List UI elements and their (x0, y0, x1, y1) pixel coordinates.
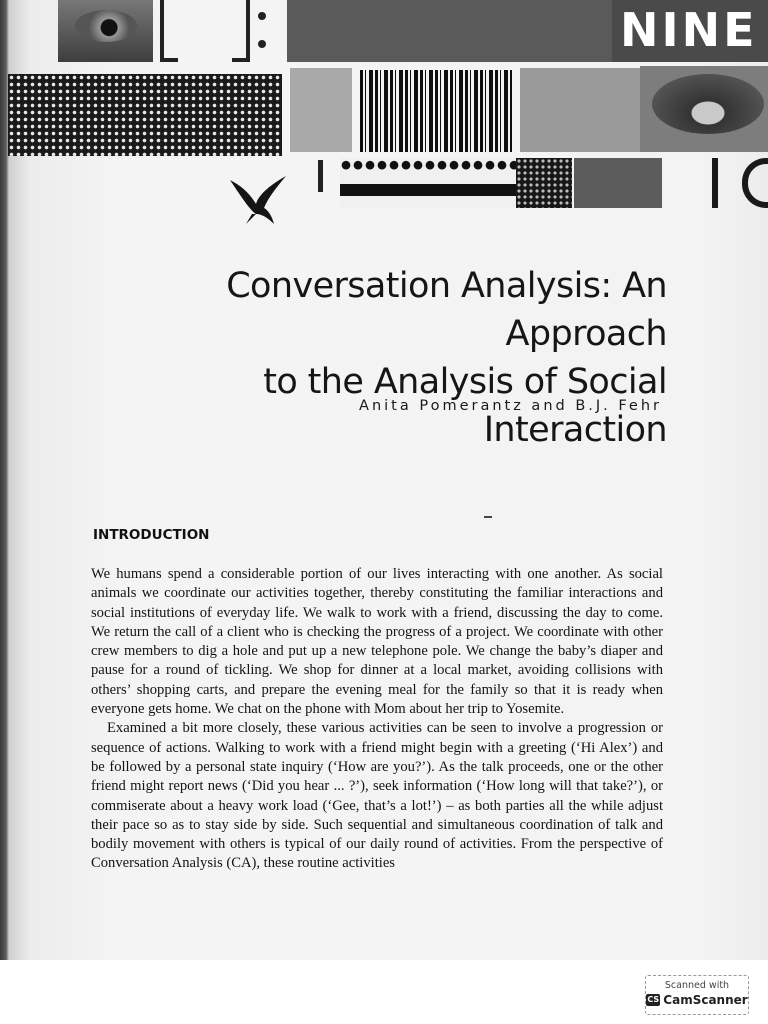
body-paragraph-1: We humans spend a considerable portion of our lives interacting with one another. As social animals we coordinate our activities together, thereby constituting the familiar interactions and social institutions of everyday life. We walk to work with a friend, discussing the day to come. We return the call of a client who is checking the progress of a project. We coordinate with other crew members to dig a hole and put up a new telephone pole. We change the baby’s diaper and pause for a round of tickling. We shop for dinner at a local market, avoiding collisions with others’ shopping carts, and prepare the evening meal for the family so that it is ready when everyone gets home. We chat on the phone with Mom about her trip to Yosemite. (91, 566, 663, 718)
chapter-title (92, 262, 667, 454)
section-body (91, 565, 663, 874)
banner-gray-block (520, 68, 640, 152)
stray-mark (484, 516, 492, 518)
banner-curl-shape (742, 158, 768, 208)
chapter-authors: Anita Pomerantz and B.J. Fehr (359, 398, 662, 414)
banner-dot-top (258, 12, 266, 20)
badge-brand-row (646, 993, 748, 1007)
banner-thin-stroke (318, 160, 323, 192)
badge-brand-name: CamScanner (663, 993, 748, 1007)
banner-gray-bar (287, 0, 612, 62)
banner-eye-shape (75, 10, 137, 42)
chapter-title-line-1: Conversation Analysis: An Approach (226, 266, 667, 354)
camscanner-logo-icon: CS (647, 995, 660, 1004)
section-heading: INTRODUCTION (93, 527, 210, 543)
scanner-watermark-badge (645, 975, 749, 1015)
banner-mask-face (652, 74, 764, 134)
swallow-bird-icon (228, 172, 290, 228)
banner-crowd-silhouettes (340, 158, 516, 208)
badge-caption: Scanned with (664, 980, 730, 991)
banner-barcode (360, 70, 512, 152)
body-paragraph-2: Examined a bit more closely, these various activities can be seen to involve a progression or sequence of actions. Walking to work with a friend might begin with a greeting (‘Hi Alex’) and be followed by a personal state inquiry (‘How are you?’). As the talk proceeds, one or the other friend might report news (‘Did you hear ... ?’), seek information (‘How long will that take?’), or commiserate about a heavy work load (‘Gee, that’s a lot!’) – as both parties all the while adjust their pace so as to stay side by side. Such sequential and simultaneous coordination of talk and bodily movement with others is typical of our daily round of activities. From the perspective of Conversation Analysis (CA), these routine activities (91, 720, 663, 872)
banner-gray-square (290, 68, 352, 152)
chapter-title-line-2: to the Analysis of Social Interaction (263, 362, 667, 450)
banner-dark-block (574, 158, 662, 208)
chapter-number-label: NINE (612, 0, 768, 62)
banner-dot-bottom (258, 40, 266, 48)
banner-bracket-left (160, 0, 178, 62)
banner-halftone-strip (8, 74, 282, 156)
banner-halftone-block (516, 158, 572, 208)
banner-vertical-bar (712, 158, 718, 208)
banner-bracket-right (232, 0, 250, 62)
chapter-banner (0, 0, 768, 215)
